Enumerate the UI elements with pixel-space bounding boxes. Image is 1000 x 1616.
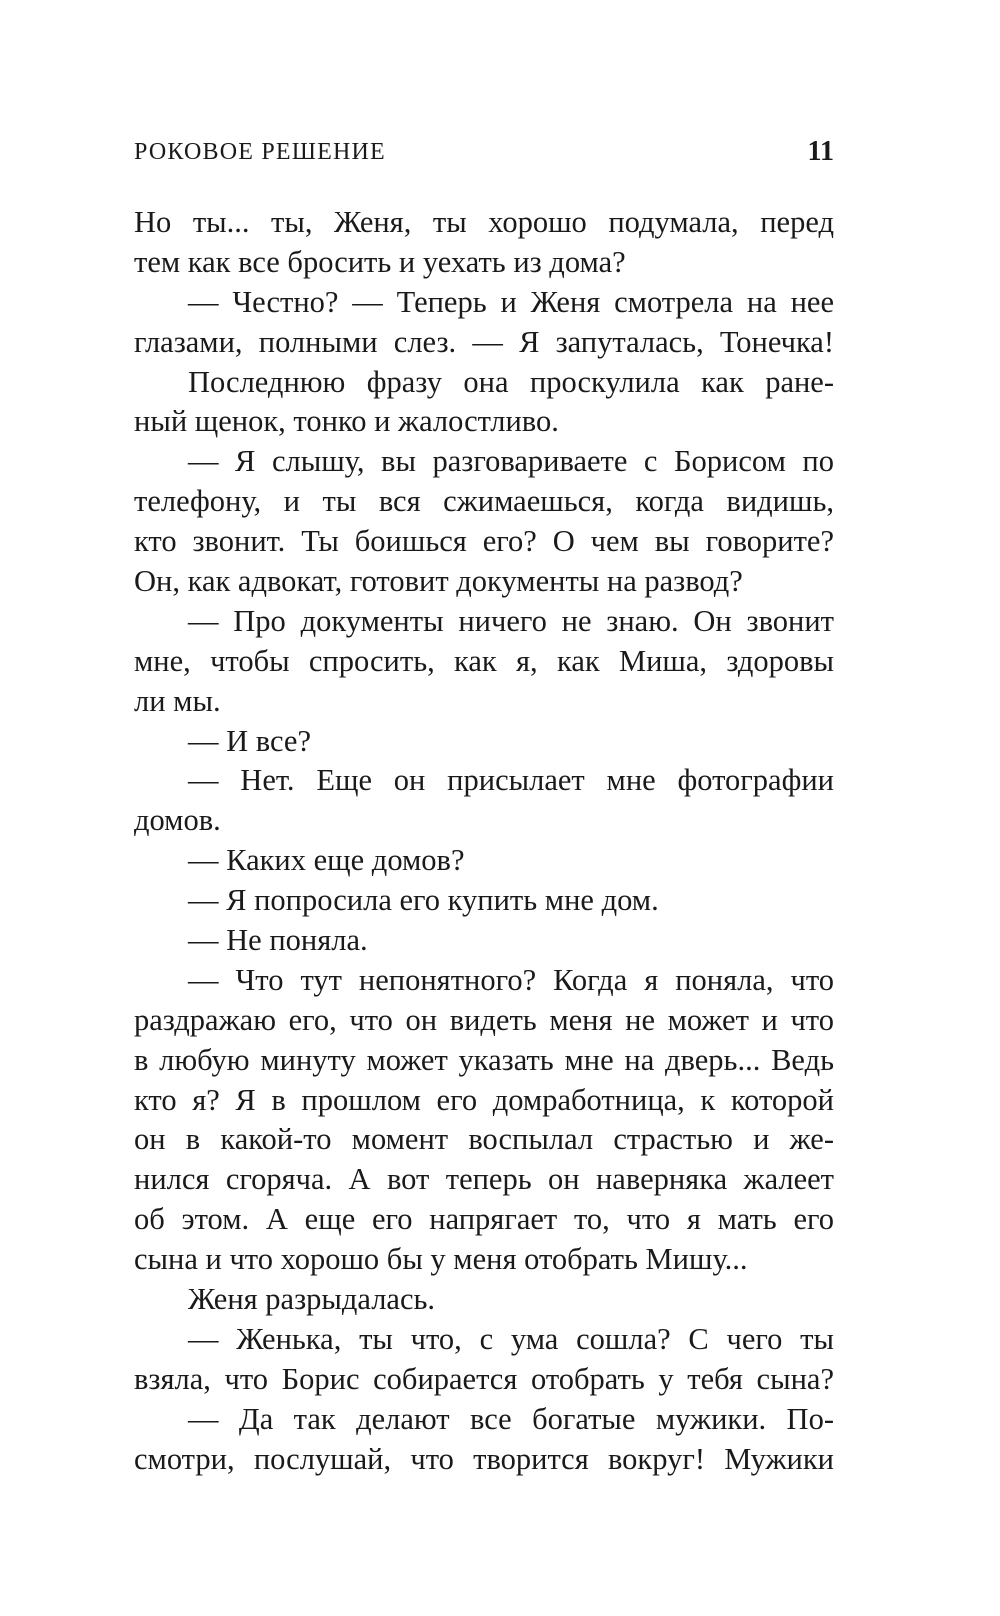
text-line: в любую минуту может указать мне на дверь... Ведь (134, 1042, 834, 1077)
text-line: Но ты... ты, Женя, ты хорошо подумала, перед (134, 205, 834, 239)
text-line: ный щенок, тонко и жалостливо. (134, 404, 559, 439)
text-line: — И все? (188, 723, 311, 758)
text-line: телефону, и ты вся сжимаешься, когда видишь, (134, 484, 834, 519)
page-number: 11 (807, 136, 834, 167)
text-line: — Я слышу, вы разговариваете с Борисом по (188, 444, 834, 479)
text-line: Он, как адвокат, готовит документы на развод? (134, 564, 743, 599)
text-line: — Что тут непонятного? Когда я поняла, что (188, 962, 834, 997)
text-line: — Про документы ничего не знаю. Он звонит (188, 603, 834, 638)
text-line: — Нет. Еще он присылает мне фотографии (188, 763, 834, 798)
text-line: Последнюю фразу она проскулила как ране- (188, 364, 834, 399)
text-line: Женя разрыдалась. (188, 1282, 436, 1317)
text-line: — Честно? — Теперь и Женя смотрела на нее (188, 284, 834, 319)
text-line: кто я? Я в прошлом его домработница, к которой (134, 1082, 834, 1117)
text-line: домов. (134, 803, 221, 838)
running-head (134, 132, 834, 172)
text-line: — Женька, ты что, с ума сошла? С чего ты (188, 1321, 834, 1356)
text-line: нился сгоряча. А вот теперь он наверняка жалеет (134, 1162, 834, 1197)
text-line: раздражаю его, что он видеть меня не может и что (134, 1002, 834, 1037)
running-title: РОКОВОЕ РЕШЕНИЕ (134, 139, 386, 165)
text-line: — Каких еще домов? (188, 843, 465, 878)
text-line: — Я попросила его купить мне дом. (188, 883, 659, 918)
text-line: он в какой-то момент воспылал страстью и же- (134, 1122, 834, 1157)
text-line: об этом. А еще его напрягает то, что я мать его (134, 1202, 834, 1237)
text-line: глазами, полными слез. — Я запуталась, Тонечка! (134, 324, 834, 359)
text-line: тем как все бросить и уехать из дома? (134, 244, 626, 279)
text-line: ли мы. (134, 683, 221, 718)
text-line: смотри, послушай, что творится вокруг! Мужики (134, 1441, 834, 1476)
text-line: кто звонит. Ты боишься его? О чем вы говорите? (134, 524, 834, 559)
text-line: взяла, что Борис собирается отобрать у тебя сына? (134, 1361, 834, 1396)
text-line: — Да так делают все богатые мужики. По- (188, 1401, 834, 1436)
text-line: сына и что хорошо бы у меня отобрать Мишу... (134, 1242, 748, 1277)
body-text (134, 203, 834, 1480)
text-line: — Не поняла. (188, 923, 368, 958)
text-line: мне, чтобы спросить, как я, как Миша, здоровы (134, 643, 834, 678)
